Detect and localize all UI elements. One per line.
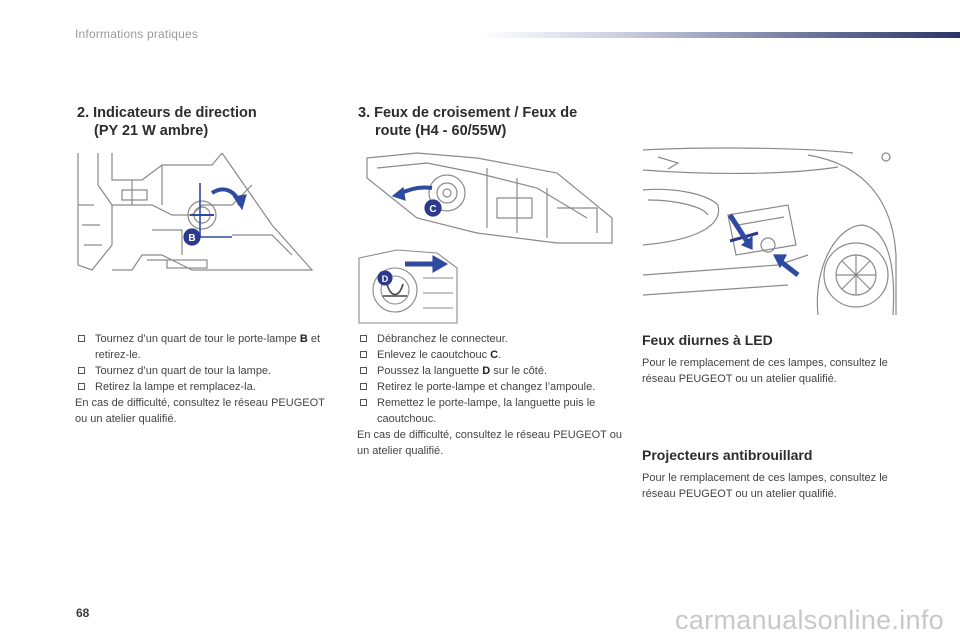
car-front-illustration	[638, 145, 900, 323]
checkbox-icon	[78, 367, 85, 374]
headlamps-instructions	[357, 331, 622, 459]
fog-heading: Projecteurs antibrouillard	[642, 447, 813, 463]
step-text: Poussez la languette	[377, 365, 483, 377]
checkbox-icon	[78, 335, 85, 342]
checkbox-icon	[78, 383, 85, 390]
step-text: Retirez le porte-lampe et changez l’ampoule.	[377, 381, 596, 393]
headlamps-step-2	[357, 347, 622, 363]
step-text: Enlevez le caoutchouc	[377, 349, 491, 361]
section-title: Informations pratiques	[75, 27, 199, 41]
indicators-note: En cas de difficulté, consultez le réseau PEUGEOT ou un atelier qualifié.	[75, 397, 325, 425]
checkbox-icon	[360, 399, 367, 406]
indicators-step-3	[75, 379, 337, 395]
headlamps-step-3	[357, 363, 622, 379]
watermark: carmanualsonline.info	[675, 605, 944, 635]
headlamps-note: En cas de difficulté, consultez le réseau PEUGEOT ou un atelier qualifié.	[357, 429, 622, 457]
header-gradient-bar	[480, 32, 960, 38]
led-text: Pour le remplacement de ces lampes, consultez le réseau PEUGEOT ou un atelier qualifié.	[642, 357, 888, 385]
step-text-post: .	[498, 349, 502, 361]
indicators-step-2	[75, 363, 337, 379]
indicators-instructions	[75, 331, 337, 427]
figure-label-b: B	[188, 233, 196, 244]
indicators-heading-line2: (PY 21 W ambre)	[94, 123, 209, 139]
checkbox-icon	[360, 383, 367, 390]
figure-label-c: C	[429, 204, 437, 215]
page-number: 68	[76, 606, 90, 620]
indicators-heading-line1: 2. Indicateurs de direction	[77, 105, 257, 121]
step-text: Tournez d’un quart de tour le porte-lampe	[95, 333, 300, 345]
headlamps-step-1	[357, 331, 622, 347]
headlamps-heading-line2: route (H4 - 60/55W)	[375, 123, 507, 139]
headlamps-step-4	[357, 379, 622, 395]
headlamps-heading	[358, 104, 628, 140]
step-text: Retirez la lampe et remplacez-la.	[95, 381, 256, 393]
indicators-step-1	[75, 331, 337, 363]
fog-text: Pour le remplacement de ces lampes, consultez le réseau PEUGEOT ou un atelier qualifié.	[642, 472, 888, 500]
figure-label-d: D	[381, 274, 389, 284]
step-text: Remettez le porte-lampe, la languette puis le caoutchouc.	[377, 397, 596, 425]
step-text: Tournez d’un quart de tour la lampe.	[95, 365, 272, 377]
step-text: Débranchez le connecteur.	[377, 333, 508, 345]
step-bold: B	[299, 333, 308, 345]
checkbox-icon	[360, 351, 367, 358]
lamp-holder-illustration	[357, 248, 462, 325]
step-text-post: et retirez-le.	[95, 333, 321, 361]
checkbox-icon	[360, 367, 367, 374]
headlamp-illustration	[357, 148, 619, 248]
checkbox-icon	[360, 335, 367, 342]
headlamps-step-5	[357, 395, 622, 427]
step-bold: D	[482, 365, 491, 377]
indicator-lamp-illustration	[72, 145, 317, 280]
step-bold: C	[490, 349, 499, 361]
step-text-post: sur le côté.	[490, 365, 547, 377]
led-heading: Feux diurnes à LED	[642, 332, 773, 348]
indicators-heading	[77, 104, 337, 140]
headlamps-heading-line1: 3. Feux de croisement / Feux de	[358, 105, 578, 121]
